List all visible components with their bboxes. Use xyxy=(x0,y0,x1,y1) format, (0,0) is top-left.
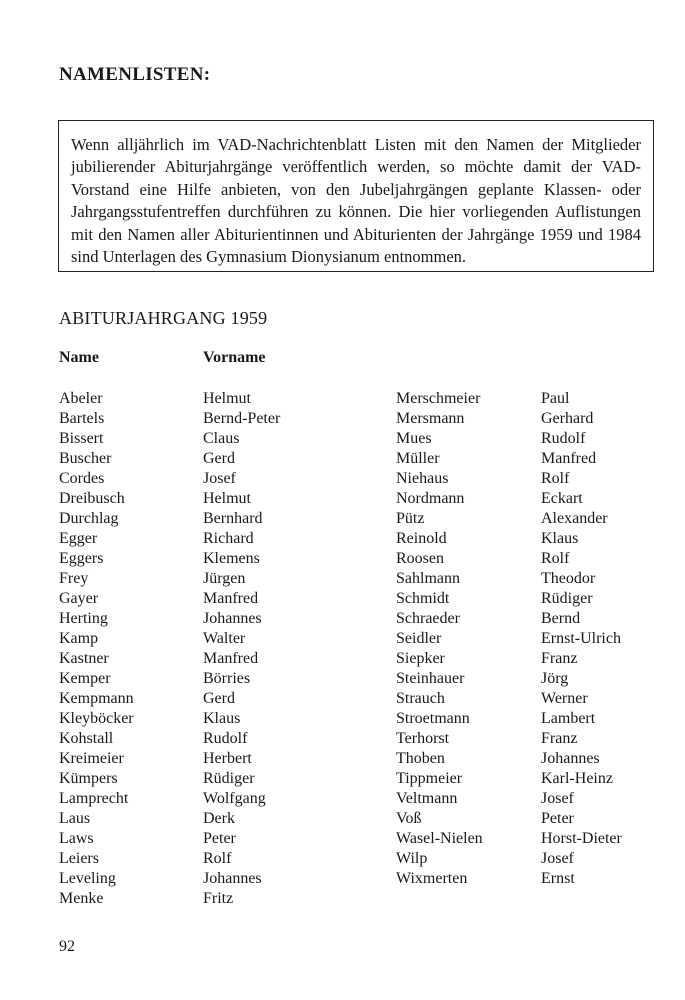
student-first-name: Paul xyxy=(541,390,570,407)
student-first-name: Bernd xyxy=(541,610,581,627)
student-first-name: Peter xyxy=(541,810,574,827)
student-first-name: Gerd xyxy=(203,690,235,707)
student-surname: Gayer xyxy=(59,590,99,607)
student-surname: Siepker xyxy=(396,650,445,667)
student-first-name: Rolf xyxy=(203,850,232,867)
student-surname: Wilp xyxy=(396,850,428,867)
student-first-name: Theodor xyxy=(541,570,596,587)
student-surname: Voß xyxy=(396,810,422,827)
student-first-name: Helmut xyxy=(203,390,251,407)
student-first-name: Horst-Dieter xyxy=(541,830,622,847)
student-surname: Eggers xyxy=(59,550,104,567)
student-surname: Kleyböcker xyxy=(59,710,134,727)
student-surname: Mues xyxy=(396,430,432,447)
student-surname: Schmidt xyxy=(396,590,450,607)
student-first-name: Derk xyxy=(203,810,235,827)
student-surname: Pütz xyxy=(396,510,425,527)
page-number: 92 xyxy=(59,938,75,955)
vorname-column-left xyxy=(203,389,280,909)
student-surname: Seidler xyxy=(396,630,442,647)
student-first-name: Johannes xyxy=(203,870,262,887)
student-first-name: Franz xyxy=(541,730,578,747)
student-surname: Kempmann xyxy=(59,690,134,707)
student-surname: Herting xyxy=(59,610,108,627)
student-first-name: Helmut xyxy=(203,490,251,507)
intro-text: Wenn alljährlich im VAD-Nachrichtenblatt Listen mit den Namen der Mitglieder jubilierender Abiturjahrgänge veröffentlich werden, so möchte damit der VAD-Vorstand eine Hilfe anbieten, von den Jubeljahrgängen geplante Klassen- oder Jahrgangsstufentreffen durchführen zu können. Die hier vorliegenden Auflistungen mit den Namen aller Abiturientinnen und Abiturienten der Jahrgänge 1959 und 1984 sind Unterlagen des Gymnasium Dionysianum entnommen. xyxy=(71,135,641,267)
student-first-name: Rüdiger xyxy=(203,770,255,787)
page-title: NAMENLISTEN: xyxy=(59,64,211,85)
student-first-name: Eckart xyxy=(541,490,583,507)
student-surname: Egger xyxy=(59,530,98,547)
student-first-name: Klaus xyxy=(541,530,579,547)
student-first-name: Johannes xyxy=(541,750,600,767)
student-surname: Durchlag xyxy=(59,510,119,527)
student-first-name: Richard xyxy=(203,530,254,547)
student-surname: Terhorst xyxy=(396,730,450,747)
student-surname: Sahlmann xyxy=(396,570,460,587)
student-first-name: Josef xyxy=(203,470,236,487)
student-first-name: Claus xyxy=(203,430,240,447)
student-surname: Cordes xyxy=(59,470,105,487)
student-first-name: Rolf xyxy=(541,550,570,567)
section-heading: ABITURJAHRGANG 1959 xyxy=(59,308,268,328)
student-first-name: Klemens xyxy=(203,550,260,567)
student-surname: Buscher xyxy=(59,450,112,467)
name-column-left xyxy=(59,389,134,909)
student-first-name: Ernst-Ulrich xyxy=(541,630,621,647)
student-surname: Kemper xyxy=(59,670,111,687)
student-first-name: Jörg xyxy=(541,670,569,687)
student-surname: Bissert xyxy=(59,430,104,447)
student-first-name: Gerhard xyxy=(541,410,594,427)
student-first-name: Jürgen xyxy=(203,570,246,587)
student-first-name: Rüdiger xyxy=(541,590,593,607)
student-surname: Kastner xyxy=(59,650,109,667)
student-surname: Wasel-Nielen xyxy=(396,830,483,847)
student-first-name: Walter xyxy=(203,630,246,647)
student-surname: Kreimeier xyxy=(59,750,124,767)
student-surname: Dreibusch xyxy=(59,490,125,507)
student-first-name: Herbert xyxy=(203,750,252,767)
student-first-name: Peter xyxy=(203,830,236,847)
student-first-name: Gerd xyxy=(203,450,235,467)
student-surname: Leiers xyxy=(59,850,99,867)
student-surname: Kamp xyxy=(59,630,99,647)
student-first-name: Bernhard xyxy=(203,510,263,527)
name-column-right xyxy=(396,389,483,889)
student-surname: Frey xyxy=(59,570,89,587)
student-first-name: Johannes xyxy=(203,610,262,627)
vorname-column-right xyxy=(541,389,622,889)
intro-box xyxy=(58,120,654,272)
student-first-name: Josef xyxy=(541,790,574,807)
student-surname: Laus xyxy=(59,810,91,827)
student-surname: Strauch xyxy=(396,690,445,707)
student-surname: Kümpers xyxy=(59,770,118,787)
student-surname: Steinhauer xyxy=(396,670,465,687)
student-surname: Leveling xyxy=(59,870,116,887)
student-surname: Veltmann xyxy=(396,790,458,807)
student-surname: Nordmann xyxy=(396,490,465,507)
student-surname: Thoben xyxy=(396,750,445,767)
student-first-name: Rudolf xyxy=(203,730,248,747)
student-first-name: Josef xyxy=(541,850,574,867)
student-surname: Laws xyxy=(59,830,94,847)
student-surname: Tippmeier xyxy=(396,770,463,787)
student-first-name: Ernst xyxy=(541,870,575,887)
student-first-name: Wolfgang xyxy=(203,790,266,807)
student-surname: Bartels xyxy=(59,410,105,427)
student-first-name: Manfred xyxy=(203,590,259,607)
student-surname: Müller xyxy=(396,450,440,467)
column-header-vorname: Vorname xyxy=(203,349,266,366)
student-surname: Schraeder xyxy=(396,610,460,627)
student-surname: Wixmerten xyxy=(396,870,468,887)
student-surname: Menke xyxy=(59,890,104,907)
student-first-name: Klaus xyxy=(203,710,241,727)
student-first-name: Rudolf xyxy=(541,430,586,447)
student-first-name: Fritz xyxy=(203,890,234,907)
student-surname: Kohstall xyxy=(59,730,114,747)
student-first-name: Börries xyxy=(203,670,251,687)
student-first-name: Lambert xyxy=(541,710,596,727)
student-surname: Stroetmann xyxy=(396,710,470,727)
student-first-name: Franz xyxy=(541,650,578,667)
student-first-name: Alexander xyxy=(541,510,608,527)
student-first-name: Rolf xyxy=(541,470,570,487)
student-surname: Reinold xyxy=(396,530,447,547)
student-surname: Niehaus xyxy=(396,470,449,487)
student-first-name: Bernd-Peter xyxy=(203,410,281,427)
student-first-name: Manfred xyxy=(541,450,597,467)
column-header-name: Name xyxy=(59,349,99,366)
student-surname: Lamprecht xyxy=(59,790,129,807)
student-first-name: Manfred xyxy=(203,650,259,667)
student-first-name: Werner xyxy=(541,690,588,707)
student-surname: Mersmann xyxy=(396,410,465,427)
student-surname: Merschmeier xyxy=(396,390,481,407)
student-surname: Abeler xyxy=(59,390,103,407)
student-first-name: Karl-Heinz xyxy=(541,770,613,787)
student-surname: Roosen xyxy=(396,550,444,567)
